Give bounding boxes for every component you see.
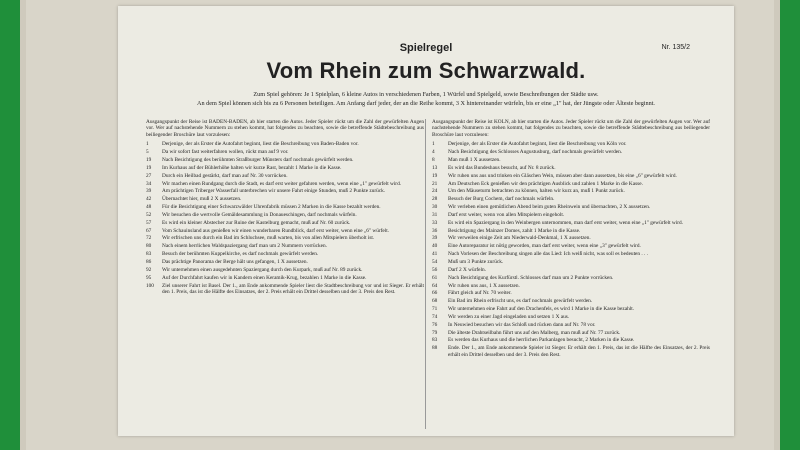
rule-row — [432, 157, 710, 163]
rule-row — [432, 275, 710, 281]
rule-number: 21 — [432, 180, 438, 187]
rule-number: 40 — [432, 243, 438, 250]
rule-text: Wir erfrischen uns durch ein Bad im Schluchsee, muß warten, bis von allen Mitspielern überholt ist. — [162, 235, 375, 242]
rule-number: 52 — [146, 211, 152, 218]
right-column — [432, 119, 710, 431]
rule-text: Wir unternehmen einen ausgedehnten Spaziergang durch den Kurpark, muß auf Nr. 89 zurück. — [162, 266, 363, 273]
rule-number: 19 — [432, 172, 438, 179]
rule-number: 68 — [432, 298, 438, 305]
rule-number: 31 — [432, 211, 438, 218]
rule-number: 39 — [146, 188, 152, 195]
rule-text: Besuch der Burg Cochem, darf nochmals würfeln. — [448, 196, 555, 203]
rule-text: Es werden das Kurhaus und die herrlichen Parkanlagen besucht, 2 Marken in die Kasse. — [448, 337, 635, 344]
rule-text: Nach Besichtigung des berühmten Straßburger Münsters darf nochmals gewürfelt werden. — [162, 157, 354, 164]
rule-number: 74 — [432, 313, 438, 320]
header-row — [118, 42, 734, 56]
rule-number: 67 — [146, 227, 152, 234]
edition-number: Nr. 135/2 — [661, 44, 690, 51]
rule-row — [146, 188, 424, 194]
rule-text: Nach Besichtigung des Schlosses Augustusburg, darf nochmals gewürfelt werden. — [448, 149, 623, 156]
column-divider — [425, 119, 426, 429]
rule-row — [432, 220, 710, 226]
rule-number: 54 — [432, 259, 438, 266]
rule-text: Wir werden zu einer Jagd eingeladen und setzen 1 X aus. — [448, 313, 570, 320]
rule-number: 92 — [146, 266, 152, 273]
right-intro: Ausgangspunkt der Reise ist KÖLN, ab hier starten die Autos. Jeder Spieler rückt um die Zahl der gewürfelten Augen vor. Wer auf nachstehende Nummern zu stehen kommt, hat folgendes zu beachten, sowie die betreffende Städtebeschreibung aus beiliegender Broschüre laut vorzulesen: — [432, 119, 710, 138]
rule-row — [432, 259, 710, 265]
rule-number: 4 — [432, 149, 435, 156]
rule-number: 8 — [432, 157, 435, 164]
rule-number: 24 — [432, 188, 438, 195]
rule-text: Nach einem herrlichen Waldspaziergang darf man um 2 Nummern vorrücken. — [162, 243, 327, 250]
rule-text: Wir ruhen uns aus, 1 X aussetzen. — [448, 282, 520, 289]
rule-number: 72 — [146, 235, 152, 242]
rule-text: Man muß 1 X aussetzen. — [448, 157, 501, 164]
rule-text: Nach Vorlesen der Beschreibung singen alle das Lied: Ich weiß nicht, was soll es bedeuten . . . — [448, 251, 649, 258]
rule-row — [146, 267, 424, 273]
rule-row — [432, 345, 710, 358]
rule-number: 39 — [432, 235, 438, 242]
rule-number: 57 — [146, 219, 152, 226]
rule-text: Darf 2 X würfeln. — [448, 266, 486, 273]
rule-row — [146, 235, 424, 241]
rule-text: Es wird das Bundeshaus besucht, auf Nr. 8 zurück. — [448, 164, 556, 171]
rule-text: Ziel unserer Fahrt ist Basel. Der 1., am Ende ankommende Spieler liest die Stadtbeschreibung vor und ist Sieger. Er erhält den 1. Preis, das ist die Hälfte des Einsatzes, der 2. Preis erhält ein Drittel desselben und der 3. Preis den Rest. — [162, 282, 424, 295]
rules-kicker: Spielregel — [399, 42, 453, 54]
rule-text: Wir unternehmen eine Fahrt auf den Drachenfels, es wird 1 Marke in die Kasse bezahlt. — [448, 306, 634, 313]
rule-row — [146, 259, 424, 265]
rule-number: 34 — [146, 180, 152, 187]
rule-number: 42 — [146, 196, 152, 203]
rule-row — [432, 314, 710, 320]
rule-row — [432, 228, 710, 234]
rule-row — [146, 157, 424, 163]
rule-number: 79 — [432, 329, 438, 336]
rule-number: 64 — [432, 282, 438, 289]
rule-number: 66 — [432, 290, 438, 297]
rule-row — [146, 173, 424, 179]
rule-text: Besichtigung des Mainzer Domes, zahlt 1 Marke in die Kasse. — [448, 227, 581, 234]
rule-row — [432, 290, 710, 296]
rule-row — [432, 188, 710, 194]
game-box — [20, 0, 780, 450]
rule-row — [432, 196, 710, 202]
rule-row — [432, 322, 710, 328]
rule-row — [146, 251, 424, 257]
rule-number: 36 — [432, 227, 438, 234]
rule-text: Vom Schauinsland aus genießen wir einen wunderbaren Rundblick, darf erst weiter, wenn eine „6" würfelt. — [162, 227, 390, 234]
rule-row — [432, 306, 710, 312]
rule-text: Es wird ein Spaziergang in den Weinbergen unternommen, man darf erst weiter, wenn eine „1" gewürfelt wird. — [448, 219, 683, 226]
rule-row — [432, 235, 710, 241]
left-rules-list — [146, 141, 424, 295]
rule-text: Am Deutschen Eck genießen wir den prächtigen Ausblick und zahlen 1 Marke in die Kasse. — [448, 180, 643, 187]
rule-number: 1 — [432, 141, 435, 148]
rule-number: 61 — [432, 274, 438, 281]
rule-row — [432, 251, 710, 257]
rule-text: Besuch der berühmten Kuppelkirche, es darf nochmals gewürfelt werden. — [162, 251, 319, 258]
rule-number: 71 — [432, 306, 438, 313]
rule-row — [432, 165, 710, 171]
rule-number: 83 — [146, 251, 152, 258]
rule-number: 76 — [432, 321, 438, 328]
rule-text: Wir besuchen die wertvolle Gemäldesammlung in Donaueschingen, darf nochmals würfeln. — [162, 211, 357, 218]
rule-number: 95 — [146, 274, 152, 281]
rule-text: Das prächtige Panorama der Berge hält uns gefangen, 1 X aussetzen. — [162, 259, 308, 266]
left-column — [146, 119, 424, 431]
rule-row — [432, 173, 710, 179]
right-rules-list — [432, 141, 710, 358]
rule-row — [146, 165, 424, 171]
rule-row — [146, 149, 424, 155]
intro-line: An dem Spiel können sich bis zu 6 Personen beteiligen. Am Anfang darf jeder, der an die Reihe kommt, 3 X hintereinander würfeln, bis er eine „1" hat, der Jüngste oder Älteste beginnt. — [197, 100, 655, 107]
rule-text: Da wir sofort fast weiterfahren wollen, rückt man auf 9 vor. — [162, 149, 289, 156]
rule-row — [432, 243, 710, 249]
rule-number: 1 — [146, 141, 149, 148]
rule-text: Für die Besichtigung einer Schwarzwälder Uhrenfabrik müssen 2 Marken in die Kasse bezahlt werden. — [162, 204, 381, 211]
rule-row — [146, 204, 424, 210]
rule-text: Am prächtigen Triberger Wasserfall unterbrechen wir unsere Fahrt einige Stunden, muß 2 Punkte zurück. — [162, 188, 386, 195]
rule-text: Wir verweilen einige Zeit am Niederwald-Denkmal, 1 X aussetzen. — [448, 235, 591, 242]
intro-line: Zum Spiel gehören: Je 1 Spielplan, 6 kleine Autos in verschiedenen Farben, 1 Würfel und Spielgeld, sowie Beschreibungen der Städte usw. — [253, 91, 599, 98]
rule-number: 27 — [146, 172, 152, 179]
rule-number: 13 — [432, 164, 438, 171]
rule-row — [146, 181, 424, 187]
rule-row — [432, 204, 710, 210]
rules-sheet — [118, 6, 734, 436]
rule-number: 100 — [146, 282, 154, 289]
rule-number: 56 — [432, 266, 438, 273]
rule-number: 30 — [432, 204, 438, 211]
rule-number: 83 — [432, 337, 438, 344]
rule-number: 80 — [146, 243, 152, 250]
rule-row — [432, 141, 710, 147]
rule-number: 48 — [146, 204, 152, 211]
rule-text: Darf erst weiter, wenn von allen Mitspielern eingeholt. — [448, 211, 565, 218]
rule-row — [432, 330, 710, 336]
left-intro: Ausgangspunkt der Reise ist BADEN-BADEN, ab hier starten die Autos. Jeder Spieler rückt um die Zahl der gewürfelten Augen vor. Wer auf nachstehende Nummern zu stehen kommt, hat folgendes zu beachten, sowie die betreffende Städtebeschreibung aus beiliegender Broschüre laut vorzulesen: — [146, 119, 424, 138]
rule-number: 86 — [146, 259, 152, 266]
rule-row — [146, 220, 424, 226]
rule-number: 28 — [432, 196, 438, 203]
rule-row — [146, 196, 424, 202]
rule-row — [432, 267, 710, 273]
rule-text: Ein Bad im Rhein erfrischt uns, es darf nochmals gewürfelt werden. — [448, 298, 593, 305]
rule-text: Wir ruhen uns aus und trinken ein Gläschen Wein, müssen aber dann aussetzen, bis eine „6" gewürfelt wird. — [448, 172, 677, 179]
rule-row — [432, 298, 710, 304]
rule-number: 5 — [146, 149, 149, 156]
page-title: Vom Rhein zum Schwarzwald. — [266, 58, 586, 83]
rule-text: Wir machen einen Rundgang durch die Stadt, es darf erst weiter gefahren werden, wenn eine „1" gewürfelt wird. — [162, 180, 402, 187]
rule-text: Wir verleben einen gemütlichen Abend beim guten Rheinwein und übernachten, 2 X aussetzen. — [448, 204, 651, 211]
rule-text: Die älteste Drahtseilbahn führt uns auf den Malberg, man muß auf Nr. 77 zurück. — [448, 329, 621, 336]
rule-number: 19 — [146, 164, 152, 171]
rule-row — [432, 149, 710, 155]
rule-text: Im Kurhaus auf der Bühlerhöhe halten wir kurze Rast, bezahlt 1 Marke in die Kasse. — [162, 164, 342, 171]
rule-row — [146, 275, 424, 281]
rule-row — [432, 337, 710, 343]
rule-text: Nach Besichtigung des Kurfürstl. Schlosses darf man um 2 Punkte vorrücken. — [448, 274, 614, 281]
rule-row — [432, 181, 710, 187]
rule-text: Ende. Der 1., am Ende ankommende Spieler ist Sieger. Er erhält den 1. Preis, das ist die Hälfte des Einsatzes, der 2. Preis erhält ein Drittel desselben und der 3. Preis den Rest. — [448, 345, 710, 358]
rule-row — [146, 243, 424, 249]
rule-text: Um den Mäuseturm betrachten zu können, halten wir kurz an, muß 1 Punkt zurück. — [448, 188, 625, 195]
rule-row — [146, 141, 424, 147]
rule-number: 88 — [432, 345, 438, 352]
rule-row — [146, 212, 424, 218]
rule-number: 19 — [146, 157, 152, 164]
rule-number: 41 — [432, 251, 438, 258]
intro-text — [142, 90, 710, 108]
rule-text: Eine Autoreparatur ist nötig geworden, man darf erst weiter, wenn eine „3" gewürfelt wird. — [448, 243, 641, 250]
rule-text: Derjenige, der als Erster die Autofahrt beginnt, liest die Beschreibung von Baden-Baden vor. — [162, 141, 359, 148]
rule-text: Muß um 3 Punkte zurück. — [448, 259, 504, 266]
rule-text: Es wird ein kleiner Abstecher zur Ruine der Kastelburg gemacht, muß auf Nr. 60 zurück. — [162, 219, 351, 226]
rule-text: Durch ein Heilbad gestärkt, darf man auf Nr. 30 vorrücken. — [162, 172, 288, 179]
rule-row — [432, 212, 710, 218]
rule-text: Derjenige, der als Erster die Autofahrt beginnt, liest die Beschreibung von Köln vor. — [448, 141, 627, 148]
rule-text: Auf der Durchfahrt kaufen wir in Kandern einen Keramik-Krug, bezahlen 1 Marke in die Kasse. — [162, 274, 367, 281]
rule-row — [146, 228, 424, 234]
rule-text: Fährt gleich auf Nr. 70 weiter. — [448, 290, 512, 297]
rule-text: Übernachtet hier, muß 2 X aussetzen. — [162, 196, 242, 203]
rule-row — [432, 283, 710, 289]
rule-row — [146, 283, 424, 296]
rule-number: 33 — [432, 219, 438, 226]
rule-text: In Neuwied besuchen wir das Schloß und rücken dann auf Nr. 78 vor. — [448, 321, 596, 328]
